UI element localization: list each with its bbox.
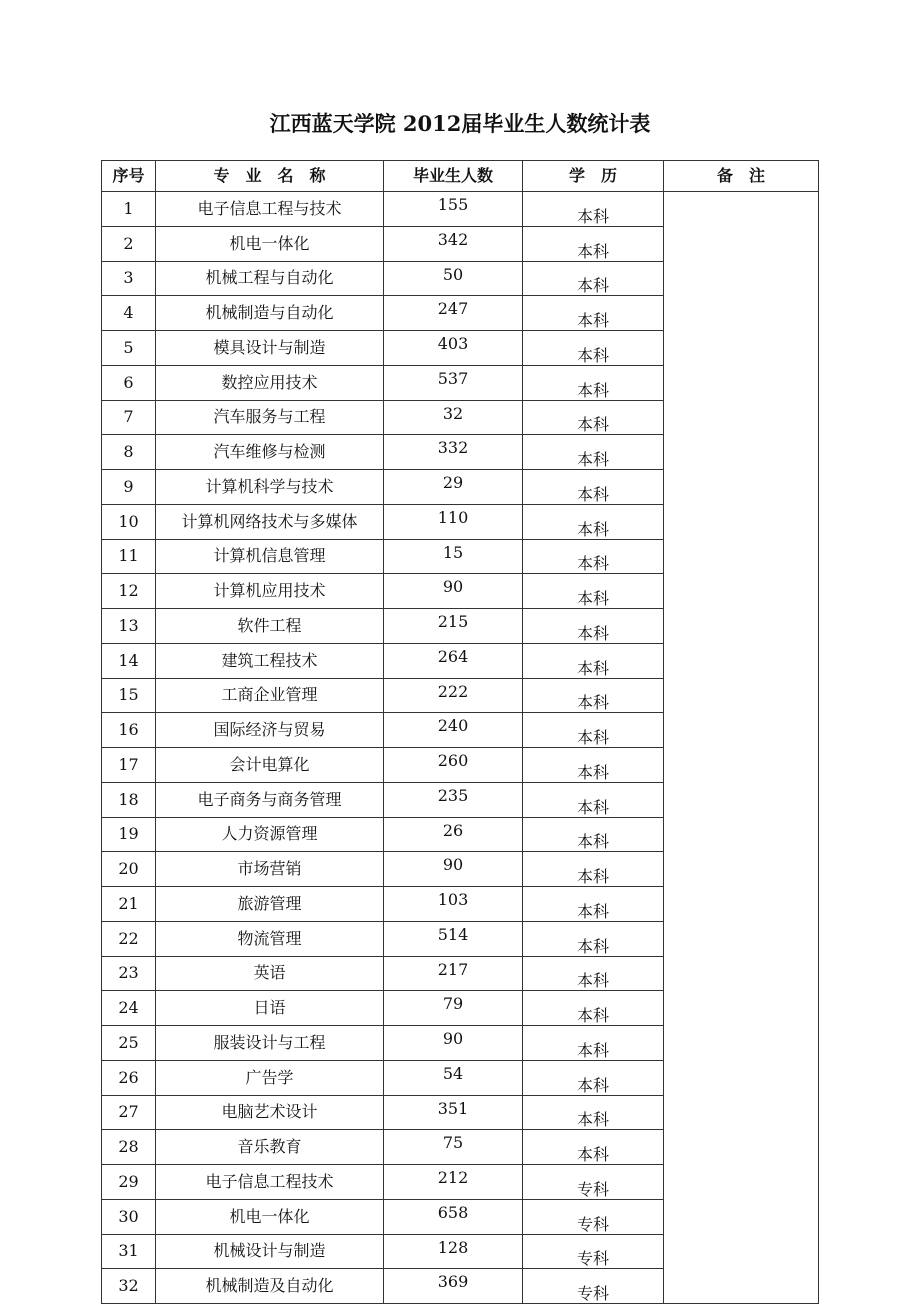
header-major: 专 业 名 称 bbox=[156, 161, 384, 192]
row-index: 2 bbox=[102, 226, 156, 261]
row-index: 25 bbox=[102, 1026, 156, 1061]
row-major: 计算机科学与技术 bbox=[156, 470, 384, 505]
row-education: 本科 bbox=[523, 296, 664, 331]
document-title: 江西蓝天学院 2012届毕业生人数统计表 bbox=[269, 111, 651, 136]
row-education: 专科 bbox=[523, 1165, 664, 1200]
row-education: 本科 bbox=[523, 643, 664, 678]
row-index: 8 bbox=[102, 435, 156, 470]
row-index: 4 bbox=[102, 296, 156, 331]
row-major: 软件工程 bbox=[156, 609, 384, 644]
row-index: 16 bbox=[102, 713, 156, 748]
row-index: 1 bbox=[102, 192, 156, 227]
row-count: 32 bbox=[384, 400, 523, 435]
row-education: 专科 bbox=[523, 1269, 664, 1304]
row-education: 专科 bbox=[523, 1234, 664, 1269]
row-education: 本科 bbox=[523, 1026, 664, 1061]
row-index: 9 bbox=[102, 470, 156, 505]
row-education: 本科 bbox=[523, 574, 664, 609]
row-education: 本科 bbox=[523, 539, 664, 574]
row-major: 机械设计与制造 bbox=[156, 1234, 384, 1269]
row-count: 54 bbox=[384, 1060, 523, 1095]
row-education: 本科 bbox=[523, 1060, 664, 1095]
row-education: 专科 bbox=[523, 1199, 664, 1234]
row-count: 110 bbox=[384, 504, 523, 539]
row-education: 本科 bbox=[523, 678, 664, 713]
row-education: 本科 bbox=[523, 192, 664, 227]
row-count: 235 bbox=[384, 782, 523, 817]
row-education: 本科 bbox=[523, 261, 664, 296]
row-index: 32 bbox=[102, 1269, 156, 1304]
row-count: 50 bbox=[384, 261, 523, 296]
row-education: 本科 bbox=[523, 956, 664, 991]
row-major: 人力资源管理 bbox=[156, 817, 384, 852]
row-major: 机械制造与自动化 bbox=[156, 296, 384, 331]
row-major: 机电一体化 bbox=[156, 226, 384, 261]
header-index: 序号 bbox=[102, 161, 156, 192]
row-count: 103 bbox=[384, 887, 523, 922]
row-major: 机械制造及自动化 bbox=[156, 1269, 384, 1304]
row-education: 本科 bbox=[523, 1130, 664, 1165]
row-major: 国际经济与贸易 bbox=[156, 713, 384, 748]
row-index: 7 bbox=[102, 400, 156, 435]
row-education: 本科 bbox=[523, 852, 664, 887]
row-major: 电子信息工程与技术 bbox=[156, 192, 384, 227]
row-major: 建筑工程技术 bbox=[156, 643, 384, 678]
row-index: 30 bbox=[102, 1199, 156, 1234]
row-count: 215 bbox=[384, 609, 523, 644]
row-index: 18 bbox=[102, 782, 156, 817]
header-count: 毕业生人数 bbox=[384, 161, 523, 192]
row-count: 240 bbox=[384, 713, 523, 748]
row-count: 29 bbox=[384, 470, 523, 505]
row-major: 电子信息工程技术 bbox=[156, 1165, 384, 1200]
row-count: 15 bbox=[384, 539, 523, 574]
row-count: 342 bbox=[384, 226, 523, 261]
row-major: 机械工程与自动化 bbox=[156, 261, 384, 296]
row-count: 260 bbox=[384, 748, 523, 783]
row-count: 222 bbox=[384, 678, 523, 713]
graduates-table bbox=[101, 160, 819, 1304]
row-education: 本科 bbox=[523, 887, 664, 922]
row-count: 264 bbox=[384, 643, 523, 678]
row-education: 本科 bbox=[523, 1095, 664, 1130]
row-education: 本科 bbox=[523, 400, 664, 435]
row-index: 17 bbox=[102, 748, 156, 783]
row-count: 26 bbox=[384, 817, 523, 852]
remark-cell bbox=[664, 192, 819, 1304]
row-major: 会计电算化 bbox=[156, 748, 384, 783]
row-count: 247 bbox=[384, 296, 523, 331]
row-major: 汽车维修与检测 bbox=[156, 435, 384, 470]
row-education: 本科 bbox=[523, 470, 664, 505]
row-index: 5 bbox=[102, 331, 156, 366]
row-major: 数控应用技术 bbox=[156, 365, 384, 400]
row-major: 模具设计与制造 bbox=[156, 331, 384, 366]
header-row bbox=[102, 161, 819, 192]
row-index: 29 bbox=[102, 1165, 156, 1200]
row-count: 658 bbox=[384, 1199, 523, 1234]
row-major: 计算机应用技术 bbox=[156, 574, 384, 609]
row-count: 155 bbox=[384, 192, 523, 227]
row-education: 本科 bbox=[523, 748, 664, 783]
row-major: 英语 bbox=[156, 956, 384, 991]
row-major: 日语 bbox=[156, 991, 384, 1026]
row-index: 12 bbox=[102, 574, 156, 609]
row-index: 6 bbox=[102, 365, 156, 400]
row-count: 212 bbox=[384, 1165, 523, 1200]
row-index: 24 bbox=[102, 991, 156, 1026]
row-count: 403 bbox=[384, 331, 523, 366]
row-index: 23 bbox=[102, 956, 156, 991]
table-row bbox=[102, 192, 819, 227]
row-index: 15 bbox=[102, 678, 156, 713]
row-education: 本科 bbox=[523, 504, 664, 539]
row-major: 电子商务与商务管理 bbox=[156, 782, 384, 817]
row-count: 90 bbox=[384, 852, 523, 887]
row-education: 本科 bbox=[523, 782, 664, 817]
row-major: 工商企业管理 bbox=[156, 678, 384, 713]
row-count: 217 bbox=[384, 956, 523, 991]
row-count: 90 bbox=[384, 574, 523, 609]
row-education: 本科 bbox=[523, 817, 664, 852]
row-education: 本科 bbox=[523, 331, 664, 366]
row-education: 本科 bbox=[523, 435, 664, 470]
row-count: 75 bbox=[384, 1130, 523, 1165]
row-education: 本科 bbox=[523, 365, 664, 400]
row-major: 电脑艺术设计 bbox=[156, 1095, 384, 1130]
row-major: 物流管理 bbox=[156, 921, 384, 956]
row-index: 11 bbox=[102, 539, 156, 574]
row-major: 服装设计与工程 bbox=[156, 1026, 384, 1061]
row-index: 26 bbox=[102, 1060, 156, 1095]
row-index: 27 bbox=[102, 1095, 156, 1130]
row-index: 20 bbox=[102, 852, 156, 887]
row-count: 537 bbox=[384, 365, 523, 400]
row-index: 3 bbox=[102, 261, 156, 296]
row-count: 90 bbox=[384, 1026, 523, 1061]
row-index: 31 bbox=[102, 1234, 156, 1269]
row-count: 351 bbox=[384, 1095, 523, 1130]
row-major: 旅游管理 bbox=[156, 887, 384, 922]
row-education: 本科 bbox=[523, 713, 664, 748]
row-index: 28 bbox=[102, 1130, 156, 1165]
row-count: 128 bbox=[384, 1234, 523, 1269]
row-major: 市场营销 bbox=[156, 852, 384, 887]
row-index: 10 bbox=[102, 504, 156, 539]
row-count: 369 bbox=[384, 1269, 523, 1304]
row-index: 21 bbox=[102, 887, 156, 922]
row-count: 514 bbox=[384, 921, 523, 956]
row-major: 计算机网络技术与多媒体 bbox=[156, 504, 384, 539]
row-education: 本科 bbox=[523, 921, 664, 956]
row-count: 79 bbox=[384, 991, 523, 1026]
header-education: 学 历 bbox=[523, 161, 664, 192]
row-education: 本科 bbox=[523, 226, 664, 261]
row-index: 19 bbox=[102, 817, 156, 852]
row-major: 计算机信息管理 bbox=[156, 539, 384, 574]
row-major: 音乐教育 bbox=[156, 1130, 384, 1165]
row-major: 广告学 bbox=[156, 1060, 384, 1095]
row-education: 本科 bbox=[523, 609, 664, 644]
row-education: 本科 bbox=[523, 991, 664, 1026]
row-index: 14 bbox=[102, 643, 156, 678]
row-index: 13 bbox=[102, 609, 156, 644]
row-index: 22 bbox=[102, 921, 156, 956]
row-major: 汽车服务与工程 bbox=[156, 400, 384, 435]
row-count: 332 bbox=[384, 435, 523, 470]
header-remark: 备 注 bbox=[664, 161, 819, 192]
row-major: 机电一体化 bbox=[156, 1199, 384, 1234]
